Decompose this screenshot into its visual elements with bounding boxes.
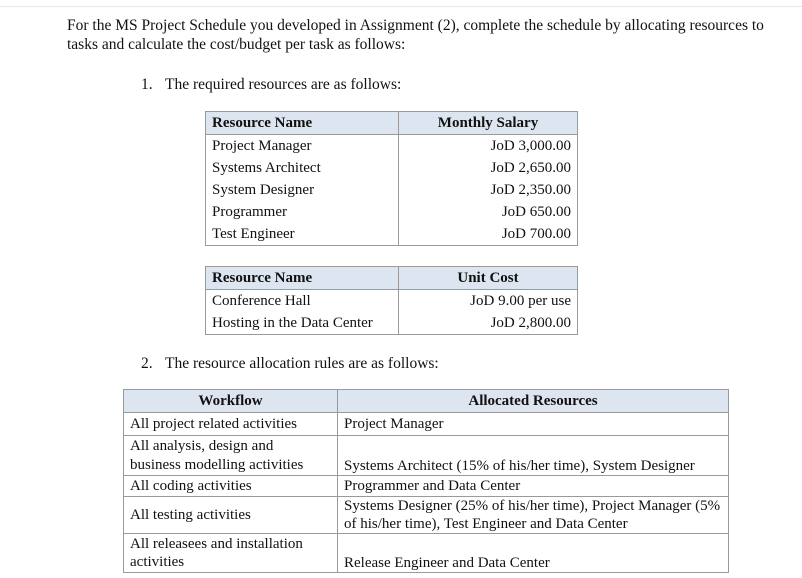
table-row (206, 201, 578, 223)
unit-cost-table (205, 266, 578, 335)
resource-name-cell: Project Manager (206, 135, 399, 158)
workflow-line: All project related activities (130, 415, 298, 432)
workflow-line: All testing activities (130, 506, 251, 523)
column-header: Resource Name (206, 267, 399, 290)
allocation-table (123, 389, 729, 573)
table-header-row (206, 267, 578, 290)
page-top-edge (0, 0, 802, 7)
column-header: Resource Name (206, 112, 399, 135)
list-text: The resource allocation rules are as follows: (165, 355, 439, 372)
table-row (124, 497, 729, 534)
column-header: Allocated Resources (338, 390, 729, 413)
resources-cell: Programmer and Data Center (338, 476, 729, 497)
table-row (124, 534, 729, 573)
workflow-cell (124, 413, 338, 436)
workflow-cell (124, 534, 338, 573)
resource-name-cell: Hosting in the Data Center (206, 312, 399, 335)
resources-cell: Release Engineer and Data Center (338, 534, 729, 573)
column-header: Unit Cost (399, 267, 578, 290)
salary-table (205, 111, 578, 246)
workflow-line: All coding activities (130, 477, 252, 494)
table-row (124, 436, 729, 476)
table-row (206, 290, 578, 313)
resources-cell: Project Manager (338, 413, 729, 436)
resource-name-cell: Test Engineer (206, 223, 399, 246)
table-row (206, 157, 578, 179)
intro-paragraph: For the MS Project Schedule you developed in Assignment (2), complete the schedule by allocating resources to tasks and calculate the cost/budget per task as follows: (67, 17, 764, 53)
resource-name-cell: System Designer (206, 179, 399, 201)
workflow-line: All analysis, design and (130, 437, 274, 454)
list-item-2 (141, 354, 439, 373)
table-row (206, 179, 578, 201)
list-item-1 (141, 75, 401, 94)
workflow-cell (124, 497, 338, 534)
table-header-row (124, 390, 729, 413)
list-text: The required resources are as follows: (165, 76, 402, 93)
table-row (124, 413, 729, 436)
unit-cost-cell: JoD 2,800.00 (399, 312, 578, 335)
workflow-cell (124, 436, 338, 476)
resource-name-cell: Systems Architect (206, 157, 399, 179)
resources-cell: Systems Designer (25% of his/her time), Project Manager (5% of his/her time), Test Engineer and Data Center (338, 497, 729, 534)
table-header-row (206, 112, 578, 135)
unit-cost-cell: JoD 9.00 per use (399, 290, 578, 313)
workflow-cell (124, 476, 338, 497)
table-row (206, 135, 578, 158)
salary-cell: JoD 650.00 (399, 201, 578, 223)
resources-cell: Systems Architect (15% of his/her time), System Designer (338, 436, 729, 476)
salary-cell: JoD 700.00 (399, 223, 578, 246)
table-row (206, 223, 578, 246)
salary-cell: JoD 2,350.00 (399, 179, 578, 201)
resource-name-cell: Conference Hall (206, 290, 399, 313)
resource-name-cell: Programmer (206, 201, 399, 223)
workflow-line: activities (130, 554, 185, 570)
list-number: 1. (141, 76, 153, 93)
list-number: 2. (141, 355, 153, 372)
salary-cell: JoD 3,000.00 (399, 135, 578, 158)
salary-cell: JoD 2,650.00 (399, 157, 578, 179)
workflow-line: business modelling activities (130, 456, 304, 473)
column-header: Workflow (124, 390, 338, 413)
table-row (206, 312, 578, 335)
column-header: Monthly Salary (399, 112, 578, 135)
workflow-line: All releasees and installation (130, 536, 303, 552)
table-row (124, 476, 729, 497)
